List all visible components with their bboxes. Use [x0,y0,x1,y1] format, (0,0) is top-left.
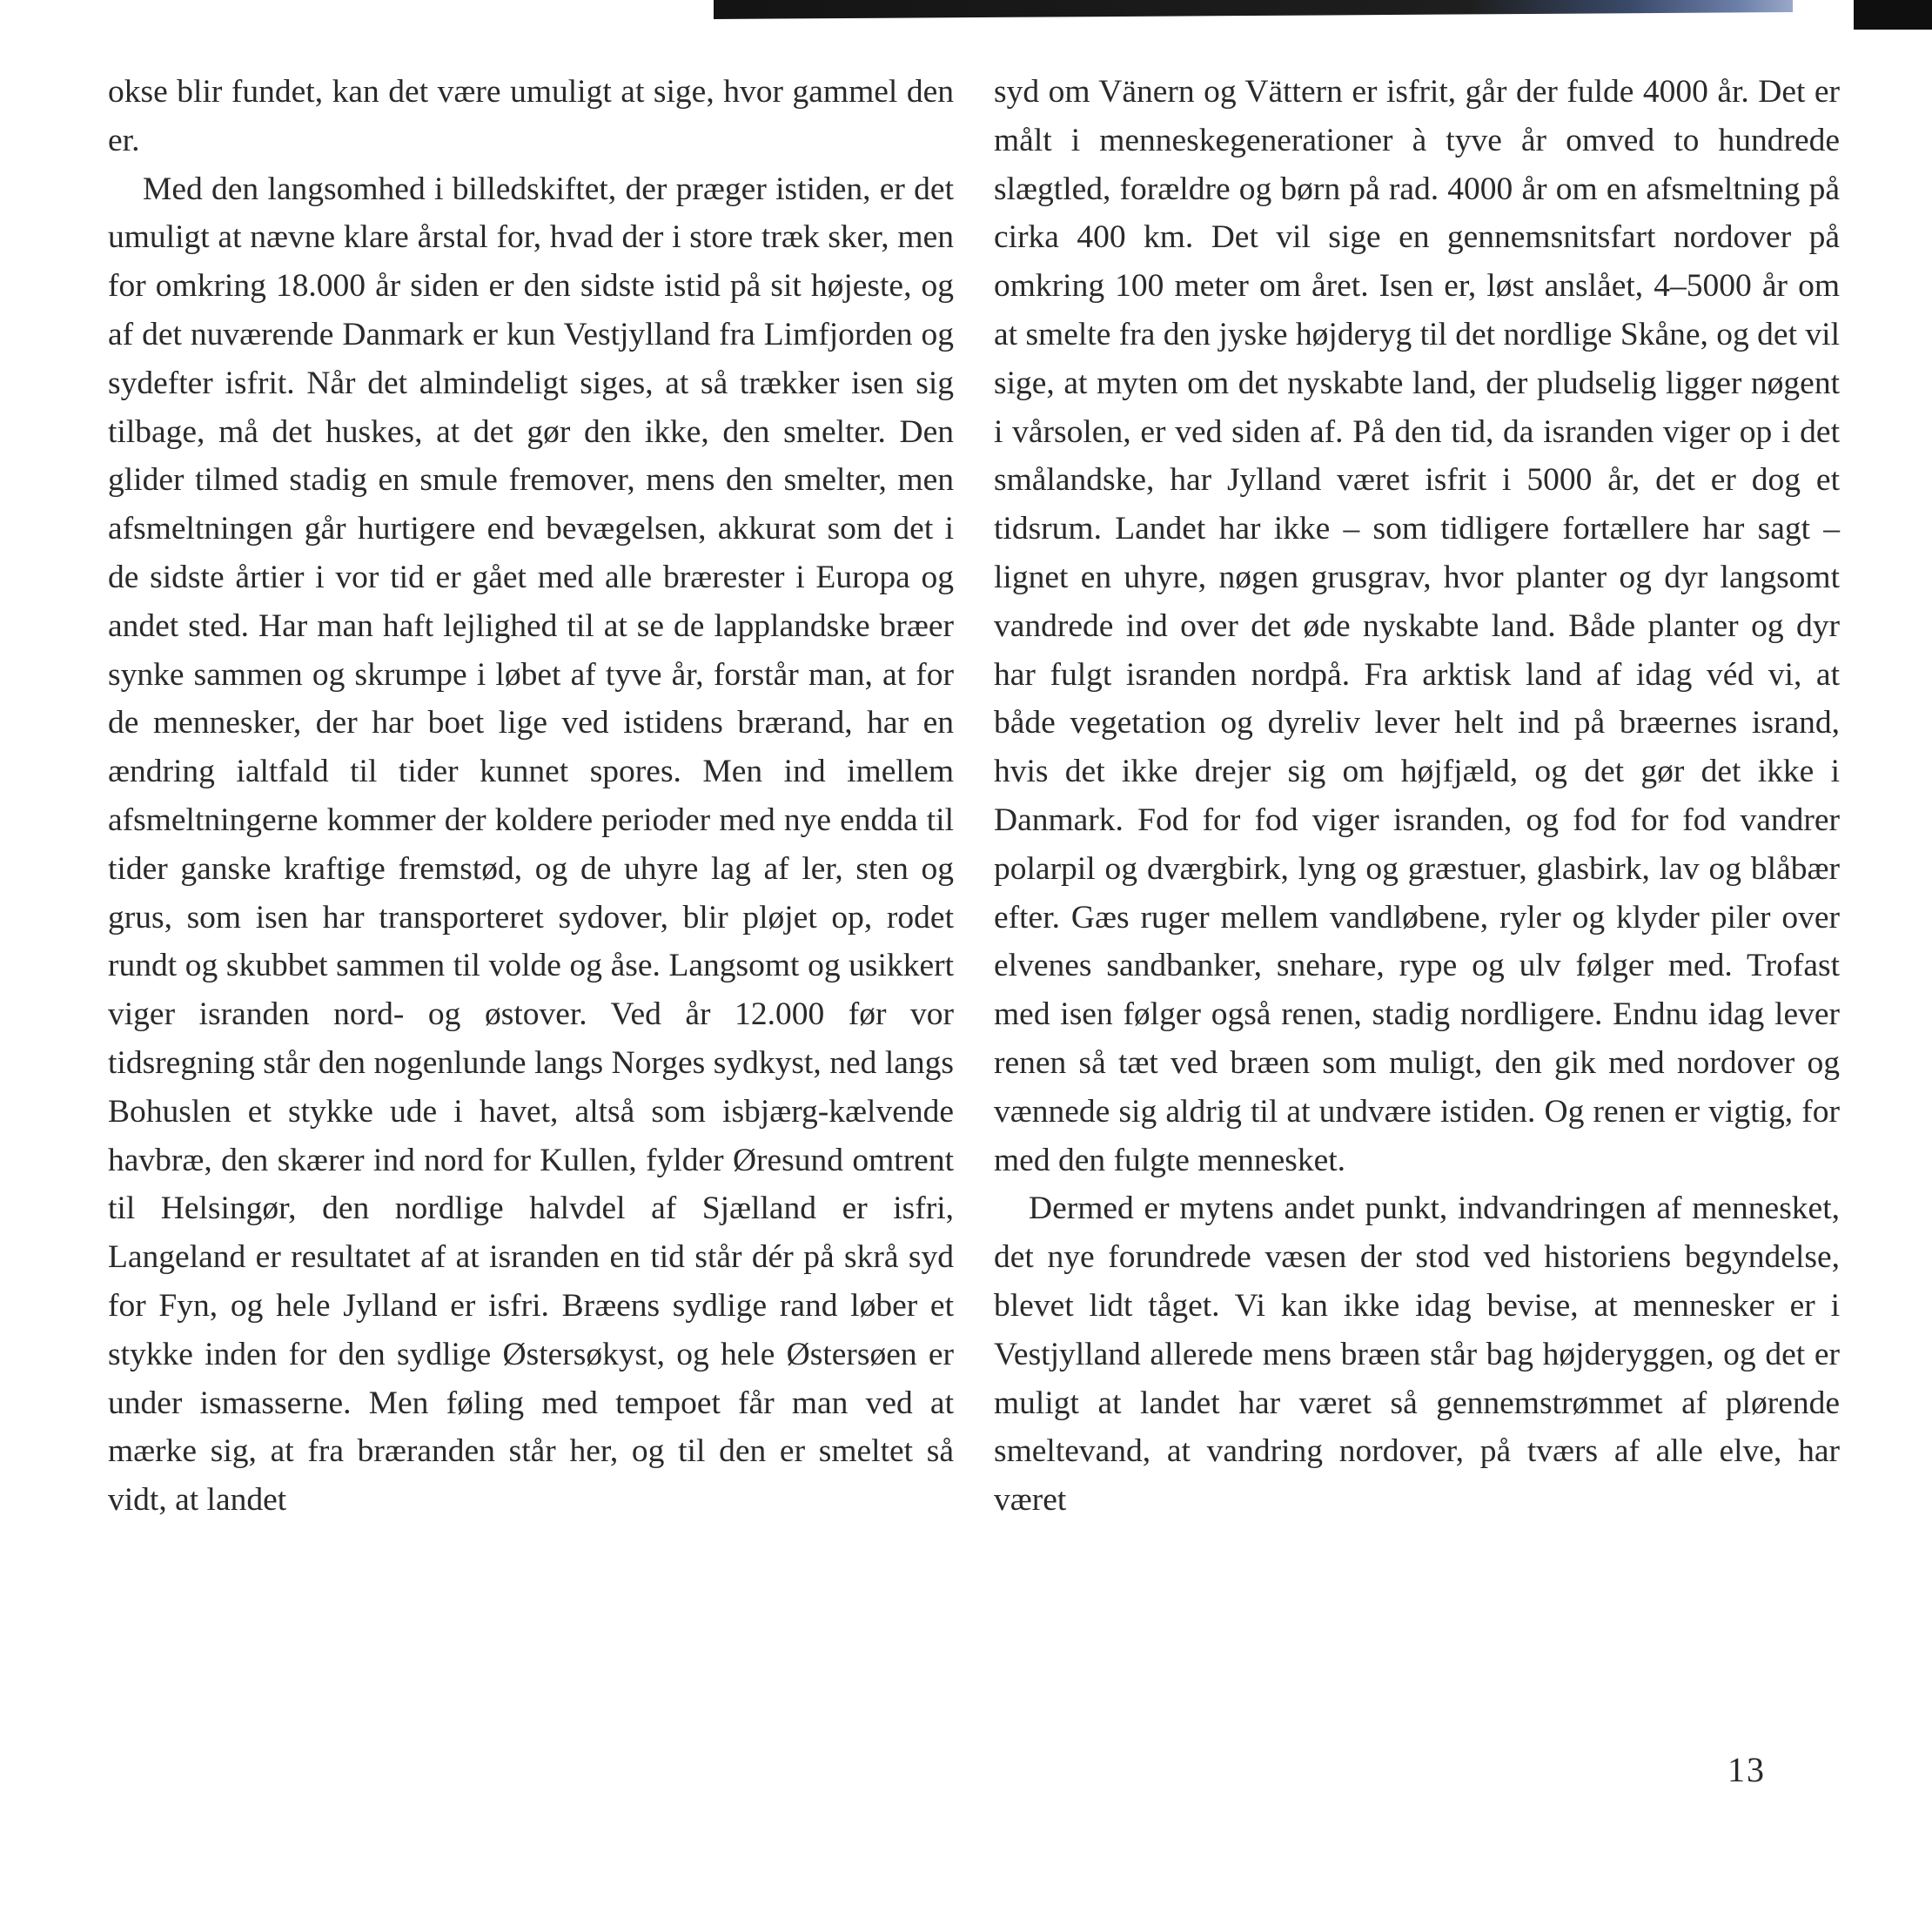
left-text-column [108,68,954,1525]
paragraph: Dermed er mytens andet punkt, indvandringen af mennesket, det nye forundrede væsen der stod ved historiens begyndelse, blevet lidt tåget. Vi kan ikke idag bevise, at mennesker er i Vestjylland allerede mens bræen står bag højderyggen, og det er muligt at landet har været så gennemstrømmet af plørende smeltevand, at vandring nordover, på tværs af alle elve, har været [994,1191,1840,1519]
corner-tab [1854,0,1932,30]
right-text-column [994,68,1840,1525]
paragraph: okse blir fundet, kan det være umuligt at sige, hvor gammel den er. [108,74,954,158]
page-number: 13 [1727,1750,1766,1789]
paragraph: syd om Vänern og Vättern er isfrit, går der fulde 4000 år. Det er målt i menneskegenerationer à tyve år omved to hundrede slægtled, forældre og børn på rad. 4000 år om en afsmeltning på cirka 400 km. Det vil sige en gennemsnitsfart nordover på omkring 100 meter om året. Isen er, løst anslået, 4–5000 år om at smelte fra den jyske højderyg til det nordlige Skåne, og det vil sige, at myten om det nyskabte land, der pludselig ligger nøgent i vårsolen, er ved siden af. På den tid, da isranden viger op i det smålandske, har Jylland været isfrit i 5000 år, det er dog et tidsrum. Landet har ikke – som tidligere fortællere har sagt – lignet en uhyre, nøgen grusgrav, hvor planter og dyr langsomt vandrede ind over det øde nyskabte land. Både planter og dyr har fulgt isranden nordpå. Fra arktisk land af idag véd vi, at både vegetation og dyreliv lever helt ind på bræernes isrand, hvis det ikke drejer sig om højfjæld, og det gør det ikke i Danmark. Fod for fod viger isranden, og fod for fod vandrer polarpil og dværgbirk, lyng og græstuer, glasbirk, lav og blåbær efter. Gæs ruger mellem vandløbene, ryler og klyder piler over elvenes sandbanker, snehare, rype og ulv følger med. Trofast med isen følger også renen, stadig nordligere. Endnu idag lever renen så tæt ved bræen som muligt, den gik med nordover og vænnede sig aldrig til at undvære istiden. Og renen er vigtig, for med den fulgte mennesket. [994,74,1840,1178]
paragraph: Med den langsomhed i billedskiftet, der præger istiden, er det umuligt at nævne klare årstal for, hvad der i store træk sker, men for omkring 18.000 år siden er den sidste istid på sit højeste, og af det nuværende Danmark er kun Vestjylland fra Limfjorden og sydefter isfrit. Når det almindeligt siges, at så trækker isen sig tilbage, må det huskes, at det gør den ikke, den smelter. Den glider tilmed stadig en smule fremover, mens den smelter, men afsmeltningen går hurtigere end bevægelsen, akkurat som det i de sidste årtier i vor tid er gået med alle brærester i Europa og andet sted. Har man haft lejlighed til at se de lapplandske bræer synke sammen og skrumpe i løbet af tyve år, forstår man, at for de mennesker, der har boet lige ved istidens brærand, har en ændring ialtfald til tider kunnet spores. Men ind imellem afsmeltningerne kommer der koldere perioder med nye endda til tider ganske kraftige fremstød, og de uhyre lag af ler, sten og grus, som isen har transporteret sydover, blir pløjet op, rodet rundt og skubbet sammen til volde og åse. Langsomt og usikkert viger isranden nord- og østover. Ved år 12.000 før vor tidsregning står den nogenlunde langs Norges sydkyst, ned langs Bohuslen et stykke ude i havet, altså som isbjærg-kælvende havbræ, den skærer ind nord for Kullen, fylder Øresund omtrent til Helsingør, den nordlige halvdel af Sjælland er isfri, Langeland er resultatet af at isranden en tid står dér på skrå syd for Fyn, og hele Jylland er isfri. Bræens sydlige rand løber et stykke inden for den sydlige Østersøkyst, og hele Østersøen er under ismasserne. Men føling med tempoet får man ved at mærke sig, at fra bræranden står her, og til den er smeltet så vidt, at landet [108,171,954,1519]
